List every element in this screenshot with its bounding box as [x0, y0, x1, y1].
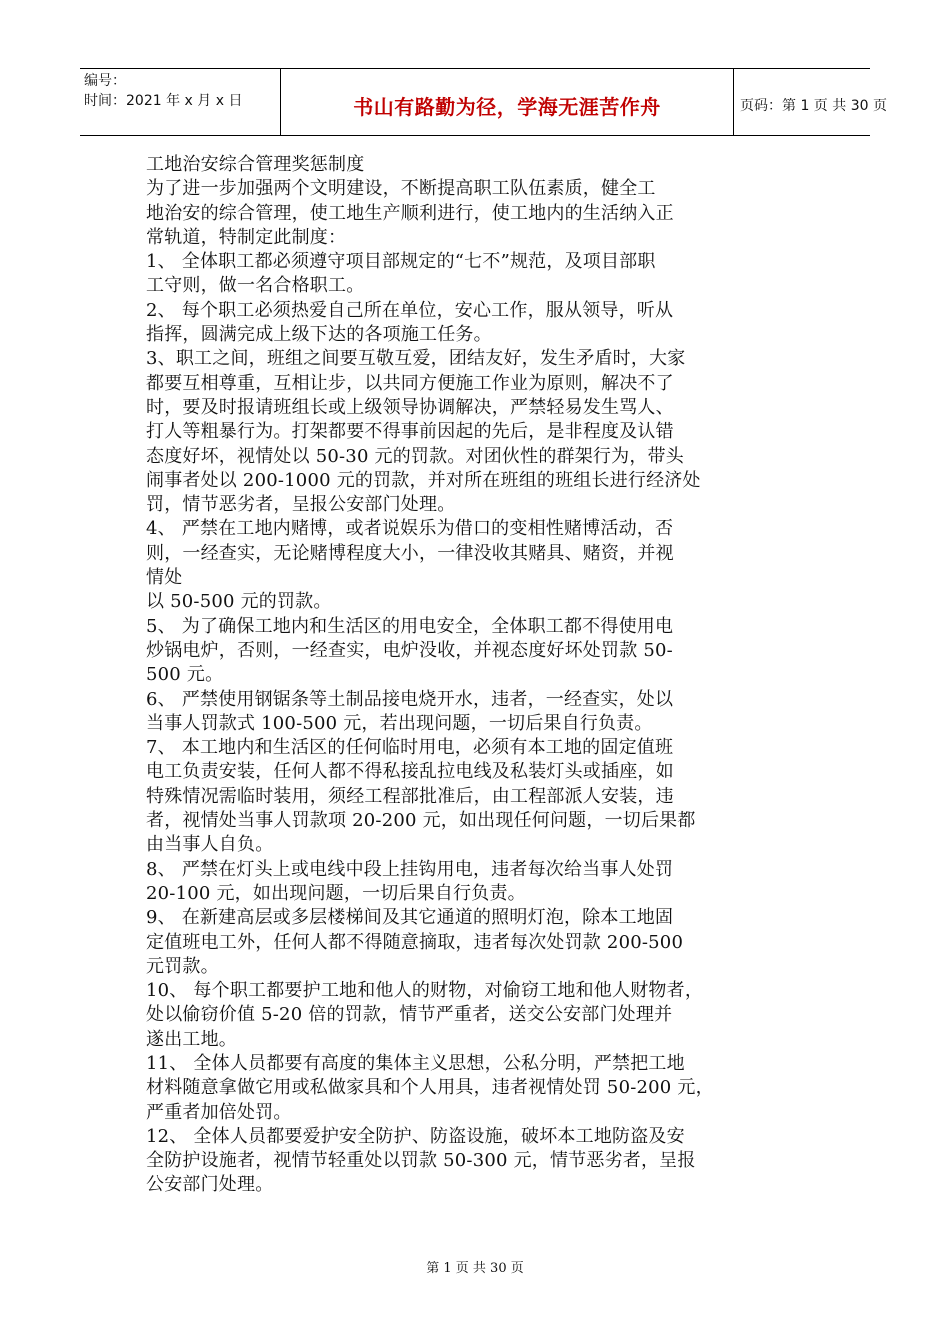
document-title: 工地治安综合管理奖惩制度 — [146, 154, 365, 175]
text-line: 严重者加倍处罚。 — [146, 1101, 292, 1123]
text-line: 电工负责安装，任何人都不得私接乱拉电线及私装灯头或插座，如 — [146, 761, 674, 783]
text-line: 当事人罚款式 100-500 元，若出现问题，一切后果自行负责。 — [146, 712, 653, 734]
text-line: 5、 为了确保工地内和生活区的用电安全，全体职工都不得使用电 — [146, 615, 674, 637]
header-page-cell — [732, 69, 887, 135]
header-motto-cell — [280, 69, 734, 135]
text-line: 指挥，圆满完成上级下达的各项施工任务。 — [146, 324, 492, 346]
text-line: 时，要及时报请班组长或上级领导协调解决，严禁轻易发生骂人、 — [146, 396, 674, 418]
text-line: 遂出工地。 — [146, 1028, 237, 1050]
text-line: 7、 本工地内和生活区的任何临时用电，必须有本工地的固定值班 — [146, 737, 674, 759]
text-line: 4、 严禁在工地内赌博，或者说娱乐为借口的变相性赌博活动，否 — [146, 518, 674, 540]
serial-number-label: 编号： — [84, 73, 126, 89]
text-line: 元罚款。 — [146, 955, 219, 977]
text-line: 500 元。 — [146, 664, 224, 686]
text-line: 8、 严禁在灯头上或电线中段上挂钩用电，违者每次给当事人处罚 — [146, 858, 674, 880]
text-line: 工守则，做一名合格职工。 — [146, 275, 365, 297]
page-footer: 第 1 页 共 30 页 — [426, 1261, 524, 1276]
text-line: 者，视情处当事人罚款项 20-200 元，如出现任何问题，一切后果都 — [146, 810, 696, 832]
header-page-info: 页码：第 1 页 共 30 页 — [740, 98, 887, 114]
text-line: 常轨道，特制定此制度： — [146, 226, 347, 248]
text-line: 20-100 元，如出现问题，一切后果自行负责。 — [146, 882, 526, 904]
text-line: 特殊情况需临时装用，须经工程部批准后，由工程部派人安装，违 — [146, 785, 674, 807]
text-line: 公安部门处理。 — [146, 1174, 274, 1196]
text-line: 1、 全体职工都必须遵守项目部规定的“七不”规范，及项目部职 — [146, 251, 656, 273]
text-line: 为了进一步加强两个文明建设，不断提高职工队伍素质，健全工 — [146, 178, 656, 200]
page-header — [80, 68, 887, 136]
text-line: 11、 全体人员都要有高度的集体主义思想，公私分明，严禁把工地 — [146, 1052, 685, 1074]
text-line: 情处 — [146, 567, 183, 589]
document-body — [146, 153, 816, 1198]
header-meta — [80, 69, 280, 135]
text-line: 处以偷窃价值 5-20 倍的罚款，情节严重者，送交公安部门处理并 — [146, 1004, 673, 1026]
text-line: 打人等粗暴行为。打架都要不得事前因起的先后，是非程度及认错 — [146, 421, 674, 443]
text-line: 态度好坏，视情处以 50-30 元的罚款。对团伙性的群架行为，带头 — [146, 445, 684, 467]
text-line: 以 50-500 元的罚款。 — [146, 591, 332, 613]
text-line: 闹事者处以 200-1000 元的罚款，并对所在班组的班组长进行经济处 — [146, 469, 701, 491]
text-line: 全防护设施者，视情节轻重处以罚款 50-300 元，情节恶劣者，呈报 — [146, 1150, 696, 1172]
text-line: 9、 在新建高层或多层楼梯间及其它通道的照明灯泡，除本工地固 — [146, 907, 674, 929]
text-line: 炒锅电炉，否则，一经查实，电炉没收，并视态度好坏处罚款 50- — [146, 639, 673, 661]
text-line: 罚，情节恶劣者，呈报公安部门处理。 — [146, 494, 456, 516]
text-line: 2、 每个职工必须热爱自己所在单位，安心工作，服从领导，听从 — [146, 299, 674, 321]
header-motto: 书山有路勤为径，学海无涯苦作舟 — [353, 95, 661, 119]
text-line: 由当事人自负。 — [146, 834, 274, 856]
date-label: 时间：2021 年 x 月 x 日 — [84, 93, 243, 109]
text-line: 6、 严禁使用钢锯条等土制品接电烧开水，违者，一经查实，处以 — [146, 688, 674, 710]
text-line: 3、职工之间，班组之间要互敬互爱，团结友好，发生矛盾时，大家 — [146, 348, 686, 370]
text-line: 12、 全体人员都要爱护安全防护、防盗设施，破坏本工地防盗及安 — [146, 1125, 685, 1147]
text-line: 定值班电工外，任何人都不得随意摘取，违者每次处罚款 200-500 — [146, 931, 684, 953]
text-line: 10、 每个职工都要护工地和他人的财物，对偷窃工地和他人财物者， — [146, 980, 704, 1002]
text-line: 都要互相尊重，互相让步，以共同方便施工作业为原则，解决不了 — [146, 372, 674, 394]
text-line: 材料随意拿做它用或私做家具和个人用具，违者视情处罚 50-200 元， — [146, 1077, 714, 1099]
text-line: 则，一经查实，无论赌博程度大小，一律没收其赌具、赌资，并视 — [146, 542, 674, 564]
text-line: 地治安的综合管理，使工地生产顺利进行，使工地内的生活纳入正 — [146, 202, 674, 224]
